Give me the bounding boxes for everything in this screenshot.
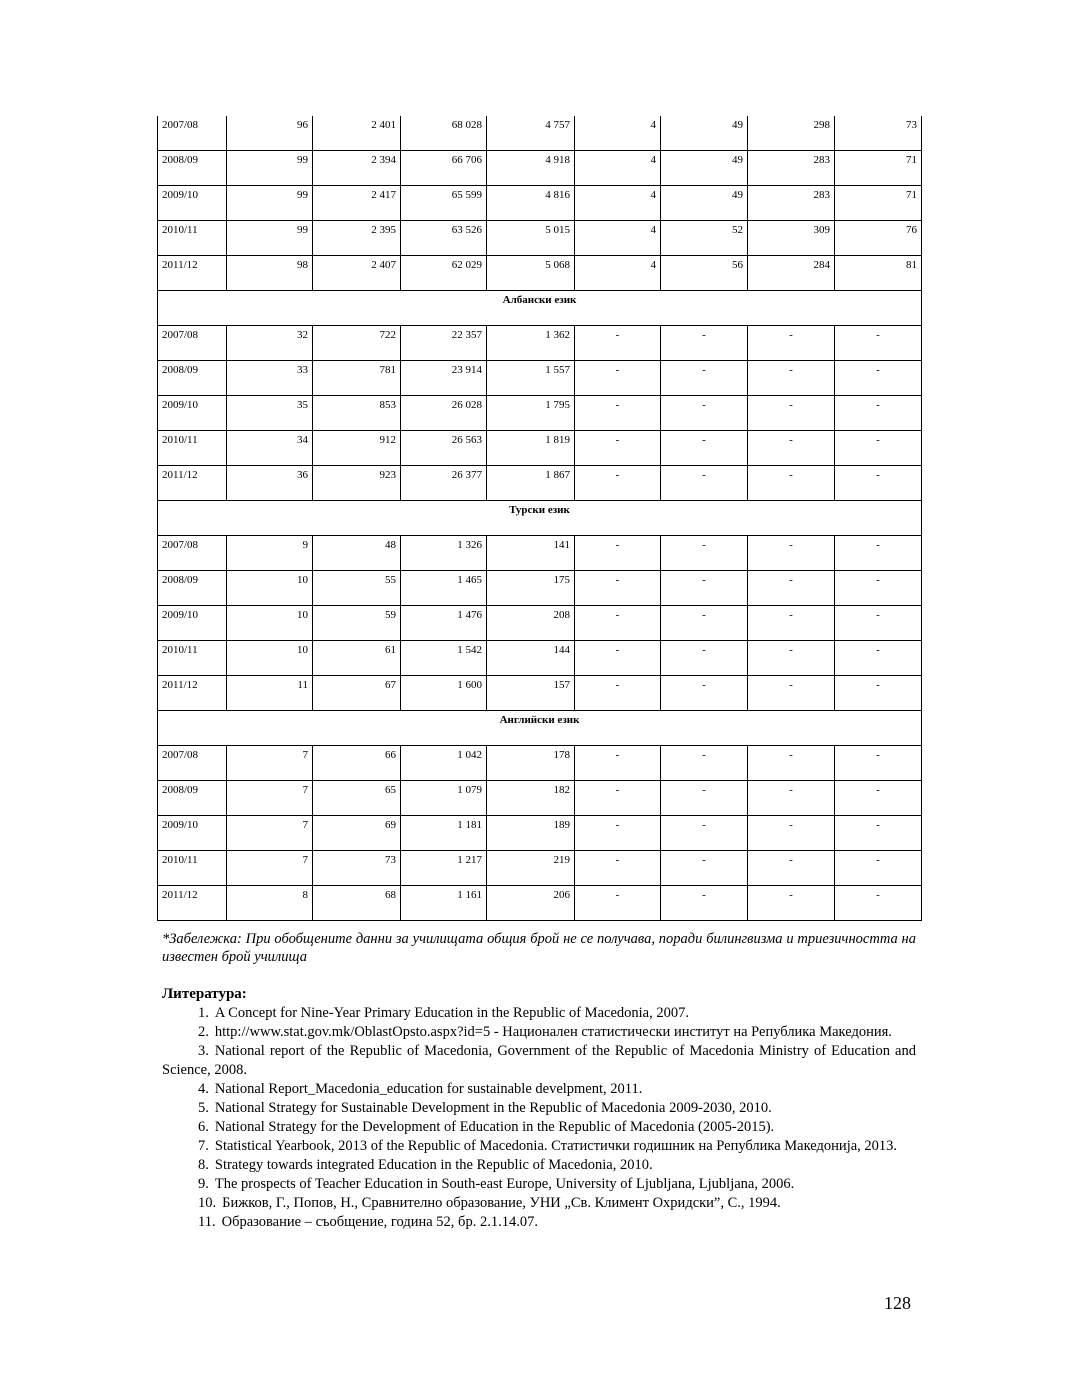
value-cell: 52 <box>661 221 748 256</box>
value-cell: 1 600 <box>401 676 487 711</box>
section-heading: Турски език <box>158 501 922 536</box>
literature-item-number: 8. <box>198 1157 209 1173</box>
value-cell: 49 <box>661 151 748 186</box>
value-cell: 1 042 <box>401 746 487 781</box>
value-cell: 2 417 <box>313 186 401 221</box>
value-cell: - <box>661 396 748 431</box>
value-cell: 65 <box>313 781 401 816</box>
value-cell: - <box>661 326 748 361</box>
literature-item-text: National report of the Republic of Macedonia, Government of the Republic of Macedonia Ministry of Education and Science, 2008. <box>162 1043 916 1078</box>
value-cell: 67 <box>313 676 401 711</box>
table-row <box>158 221 922 256</box>
value-cell: 4 <box>575 151 661 186</box>
value-cell: 69 <box>313 816 401 851</box>
value-cell: - <box>835 641 922 676</box>
year-cell: 2009/10 <box>158 186 227 221</box>
table-row <box>158 851 922 886</box>
value-cell: - <box>835 851 922 886</box>
year-cell: 2007/08 <box>158 746 227 781</box>
value-cell: - <box>575 606 661 641</box>
literature-item-number: 9. <box>198 1176 209 1192</box>
value-cell: 26 377 <box>401 466 487 501</box>
value-cell: - <box>835 781 922 816</box>
value-cell: - <box>835 431 922 466</box>
value-cell: - <box>575 361 661 396</box>
value-cell: - <box>575 571 661 606</box>
literature-item-number: 7. <box>198 1138 209 1154</box>
value-cell: 49 <box>661 116 748 151</box>
value-cell: 722 <box>313 326 401 361</box>
section-heading: Албански език <box>158 291 922 326</box>
value-cell: - <box>748 536 835 571</box>
section-heading: Английски език <box>158 711 922 746</box>
value-cell: 9 <box>227 536 313 571</box>
year-cell: 2009/10 <box>158 396 227 431</box>
value-cell: 781 <box>313 361 401 396</box>
table-row <box>158 816 922 851</box>
value-cell: - <box>661 361 748 396</box>
year-cell: 2008/09 <box>158 361 227 396</box>
value-cell: - <box>575 886 661 921</box>
value-cell: - <box>661 746 748 781</box>
year-cell: 2007/08 <box>158 116 227 151</box>
value-cell: - <box>748 326 835 361</box>
value-cell: - <box>748 466 835 501</box>
value-cell: 1 181 <box>401 816 487 851</box>
value-cell: 2 407 <box>313 256 401 291</box>
value-cell: - <box>575 641 661 676</box>
literature-item-number: 6. <box>198 1119 209 1135</box>
value-cell: 55 <box>313 571 401 606</box>
table-row <box>158 606 922 641</box>
value-cell: - <box>575 816 661 851</box>
value-cell: - <box>835 886 922 921</box>
literature-item-text: Бижков, Г., Попов, Н., Сравнително образование, УНИ „Св. Климент Охридски”, С., 1994. <box>222 1195 781 1211</box>
value-cell: 182 <box>487 781 575 816</box>
literature-item-number: 10. <box>198 1195 217 1211</box>
value-cell: 189 <box>487 816 575 851</box>
value-cell: 62 029 <box>401 256 487 291</box>
value-cell: 1 557 <box>487 361 575 396</box>
value-cell: - <box>835 816 922 851</box>
value-cell: - <box>748 606 835 641</box>
literature-item-number: 2. <box>198 1024 209 1040</box>
year-cell: 2011/12 <box>158 256 227 291</box>
value-cell: 7 <box>227 816 313 851</box>
value-cell: - <box>575 431 661 466</box>
value-cell: 4 <box>575 256 661 291</box>
table-section-row <box>158 711 922 746</box>
value-cell: 11 <box>227 676 313 711</box>
value-cell: 7 <box>227 851 313 886</box>
literature-item-text: http://www.stat.gov.mk/OblastOpsto.aspx?id=5 - Национален статистически институт на Република Македония. <box>214 1024 892 1040</box>
literature-item-text: Образование – съобщение, година 52, бр. 2.1.14.07. <box>221 1214 538 1230</box>
value-cell: - <box>748 396 835 431</box>
value-cell: 7 <box>227 746 313 781</box>
value-cell: 48 <box>313 536 401 571</box>
literature-item <box>162 1194 916 1213</box>
value-cell: - <box>575 746 661 781</box>
value-cell: 1 476 <box>401 606 487 641</box>
value-cell: 96 <box>227 116 313 151</box>
year-cell: 2009/10 <box>158 606 227 641</box>
value-cell: 284 <box>748 256 835 291</box>
value-cell: 1 465 <box>401 571 487 606</box>
literature-item <box>162 1023 916 1042</box>
value-cell: 178 <box>487 746 575 781</box>
value-cell: 1 161 <box>401 886 487 921</box>
year-cell: 2010/11 <box>158 641 227 676</box>
value-cell: - <box>835 466 922 501</box>
literature-item-number: 11. <box>198 1214 216 1230</box>
value-cell: 298 <box>748 116 835 151</box>
value-cell: 81 <box>835 256 922 291</box>
value-cell: - <box>575 396 661 431</box>
table-row <box>158 151 922 186</box>
value-cell: 99 <box>227 186 313 221</box>
value-cell: 66 706 <box>401 151 487 186</box>
year-cell: 2010/11 <box>158 431 227 466</box>
table-row <box>158 746 922 781</box>
value-cell: - <box>835 676 922 711</box>
value-cell: 208 <box>487 606 575 641</box>
value-cell: 4 <box>575 116 661 151</box>
literature-heading: Литература: <box>162 986 247 1002</box>
literature-item-number: 3. <box>198 1043 209 1059</box>
value-cell: 206 <box>487 886 575 921</box>
value-cell: - <box>835 326 922 361</box>
value-cell: - <box>748 676 835 711</box>
literature-item <box>162 1156 916 1175</box>
value-cell: - <box>661 641 748 676</box>
value-cell: 66 <box>313 746 401 781</box>
value-cell: 68 <box>313 886 401 921</box>
value-cell: - <box>575 536 661 571</box>
table-row <box>158 886 922 921</box>
value-cell: 853 <box>313 396 401 431</box>
value-cell: - <box>748 571 835 606</box>
value-cell: - <box>835 536 922 571</box>
year-cell: 2007/08 <box>158 326 227 361</box>
table-footnote: *Забележка: При обобщените данни за училищата общия брой не се получава, поради билингвизма и триезичността на известен брой училища <box>162 931 916 965</box>
table-row <box>158 186 922 221</box>
value-cell: - <box>835 606 922 641</box>
literature-item <box>162 1080 916 1099</box>
value-cell: 2 394 <box>313 151 401 186</box>
table-section-row <box>158 291 922 326</box>
value-cell: 2 395 <box>313 221 401 256</box>
value-cell: 8 <box>227 886 313 921</box>
table-row <box>158 256 922 291</box>
table-row <box>158 676 922 711</box>
value-cell: 23 914 <box>401 361 487 396</box>
value-cell: - <box>661 431 748 466</box>
value-cell: 56 <box>661 256 748 291</box>
value-cell: 26 028 <box>401 396 487 431</box>
value-cell: - <box>661 886 748 921</box>
table-row <box>158 361 922 396</box>
statistics-table <box>157 116 922 921</box>
value-cell: - <box>575 326 661 361</box>
value-cell: - <box>575 781 661 816</box>
value-cell: - <box>835 746 922 781</box>
value-cell: - <box>835 571 922 606</box>
value-cell: 10 <box>227 641 313 676</box>
value-cell: 1 819 <box>487 431 575 466</box>
value-cell: 1 217 <box>401 851 487 886</box>
value-cell: - <box>661 851 748 886</box>
value-cell: 5 068 <box>487 256 575 291</box>
value-cell: 4 <box>575 186 661 221</box>
literature-item <box>162 1175 916 1194</box>
literature-item-text: National Strategy for Sustainable Development in the Republic of Macedonia 2009-2030, 2010. <box>214 1100 772 1116</box>
value-cell: - <box>575 466 661 501</box>
table-row <box>158 641 922 676</box>
value-cell: - <box>575 851 661 886</box>
literature-item-number: 5. <box>198 1100 209 1116</box>
literature-item <box>162 1042 916 1080</box>
year-cell: 2007/08 <box>158 536 227 571</box>
value-cell: 5 015 <box>487 221 575 256</box>
value-cell: 63 526 <box>401 221 487 256</box>
value-cell: 141 <box>487 536 575 571</box>
value-cell: 283 <box>748 186 835 221</box>
value-cell: 4 <box>575 221 661 256</box>
value-cell: 1 867 <box>487 466 575 501</box>
table-row <box>158 326 922 361</box>
value-cell: 309 <box>748 221 835 256</box>
value-cell: 923 <box>313 466 401 501</box>
year-cell: 2008/09 <box>158 151 227 186</box>
value-cell: 144 <box>487 641 575 676</box>
value-cell: 10 <box>227 606 313 641</box>
table-row <box>158 536 922 571</box>
value-cell: 49 <box>661 186 748 221</box>
value-cell: 99 <box>227 151 313 186</box>
value-cell: - <box>835 396 922 431</box>
literature-item <box>162 1099 916 1118</box>
year-cell: 2009/10 <box>158 816 227 851</box>
table-row <box>158 466 922 501</box>
value-cell: 4 757 <box>487 116 575 151</box>
value-cell: 22 357 <box>401 326 487 361</box>
value-cell: - <box>748 431 835 466</box>
value-cell: - <box>661 466 748 501</box>
table-row <box>158 431 922 466</box>
value-cell: 33 <box>227 361 313 396</box>
table-row <box>158 396 922 431</box>
value-cell: 32 <box>227 326 313 361</box>
year-cell: 2008/09 <box>158 781 227 816</box>
value-cell: - <box>748 816 835 851</box>
value-cell: 98 <box>227 256 313 291</box>
literature-item <box>162 1118 916 1137</box>
year-cell: 2011/12 <box>158 466 227 501</box>
value-cell: - <box>661 676 748 711</box>
value-cell: 1 362 <box>487 326 575 361</box>
year-cell: 2008/09 <box>158 571 227 606</box>
value-cell: 219 <box>487 851 575 886</box>
year-cell: 2011/12 <box>158 886 227 921</box>
value-cell: - <box>748 781 835 816</box>
value-cell: 1 795 <box>487 396 575 431</box>
literature-item-text: Statistical Yearbook, 2013 of the Republic of Macedonia. Статистички годишник на Република Македонија, 2013. <box>214 1138 898 1154</box>
value-cell: - <box>661 781 748 816</box>
value-cell: - <box>835 361 922 396</box>
year-cell: 2010/11 <box>158 221 227 256</box>
literature-item-number: 4. <box>198 1081 209 1097</box>
value-cell: 10 <box>227 571 313 606</box>
table-row <box>158 571 922 606</box>
value-cell: - <box>748 641 835 676</box>
literature-list <box>162 1004 916 1232</box>
literature-item <box>162 1137 916 1156</box>
value-cell: 4 918 <box>487 151 575 186</box>
value-cell: - <box>661 606 748 641</box>
literature-item-text: National Report_Macedonia_education for sustainable develpment, 2011. <box>214 1081 643 1097</box>
value-cell: 1 079 <box>401 781 487 816</box>
literature-item-text: The prospects of Teacher Education in South-east Europe, University of Ljubljana, Ljubljana, 2006. <box>214 1176 795 1192</box>
value-cell: - <box>575 676 661 711</box>
literature-item-text: National Strategy for the Development of Education in the Republic of Macedonia (2005-2015). <box>214 1119 775 1135</box>
value-cell: 283 <box>748 151 835 186</box>
value-cell: 71 <box>835 186 922 221</box>
table-row <box>158 781 922 816</box>
value-cell: 36 <box>227 466 313 501</box>
value-cell: 1 326 <box>401 536 487 571</box>
value-cell: 73 <box>835 116 922 151</box>
value-cell: - <box>748 361 835 396</box>
value-cell: - <box>748 886 835 921</box>
value-cell: 73 <box>313 851 401 886</box>
value-cell: 175 <box>487 571 575 606</box>
value-cell: - <box>748 851 835 886</box>
year-cell: 2010/11 <box>158 851 227 886</box>
literature-item-number: 1. <box>198 1005 209 1021</box>
value-cell: 71 <box>835 151 922 186</box>
value-cell: - <box>661 571 748 606</box>
value-cell: 68 028 <box>401 116 487 151</box>
value-cell: 61 <box>313 641 401 676</box>
literature-item-text: A Concept for Nine-Year Primary Education in the Republic of Macedonia, 2007. <box>214 1005 689 1021</box>
value-cell: 26 563 <box>401 431 487 466</box>
value-cell: 59 <box>313 606 401 641</box>
year-cell: 2011/12 <box>158 676 227 711</box>
value-cell: 76 <box>835 221 922 256</box>
value-cell: 65 599 <box>401 186 487 221</box>
value-cell: 99 <box>227 221 313 256</box>
value-cell: 157 <box>487 676 575 711</box>
value-cell: 912 <box>313 431 401 466</box>
value-cell: 1 542 <box>401 641 487 676</box>
value-cell: - <box>748 746 835 781</box>
value-cell: 2 401 <box>313 116 401 151</box>
literature-item <box>162 1213 916 1232</box>
value-cell: - <box>661 816 748 851</box>
value-cell: 7 <box>227 781 313 816</box>
value-cell: 34 <box>227 431 313 466</box>
table-row <box>158 116 922 151</box>
literature-item <box>162 1004 916 1023</box>
value-cell: 35 <box>227 396 313 431</box>
table-section-row <box>158 501 922 536</box>
literature-item-text: Strategy towards integrated Education in the Republic of Macedonia, 2010. <box>214 1157 653 1173</box>
value-cell: - <box>661 536 748 571</box>
value-cell: 4 816 <box>487 186 575 221</box>
page-number: 128 <box>884 1293 911 1313</box>
